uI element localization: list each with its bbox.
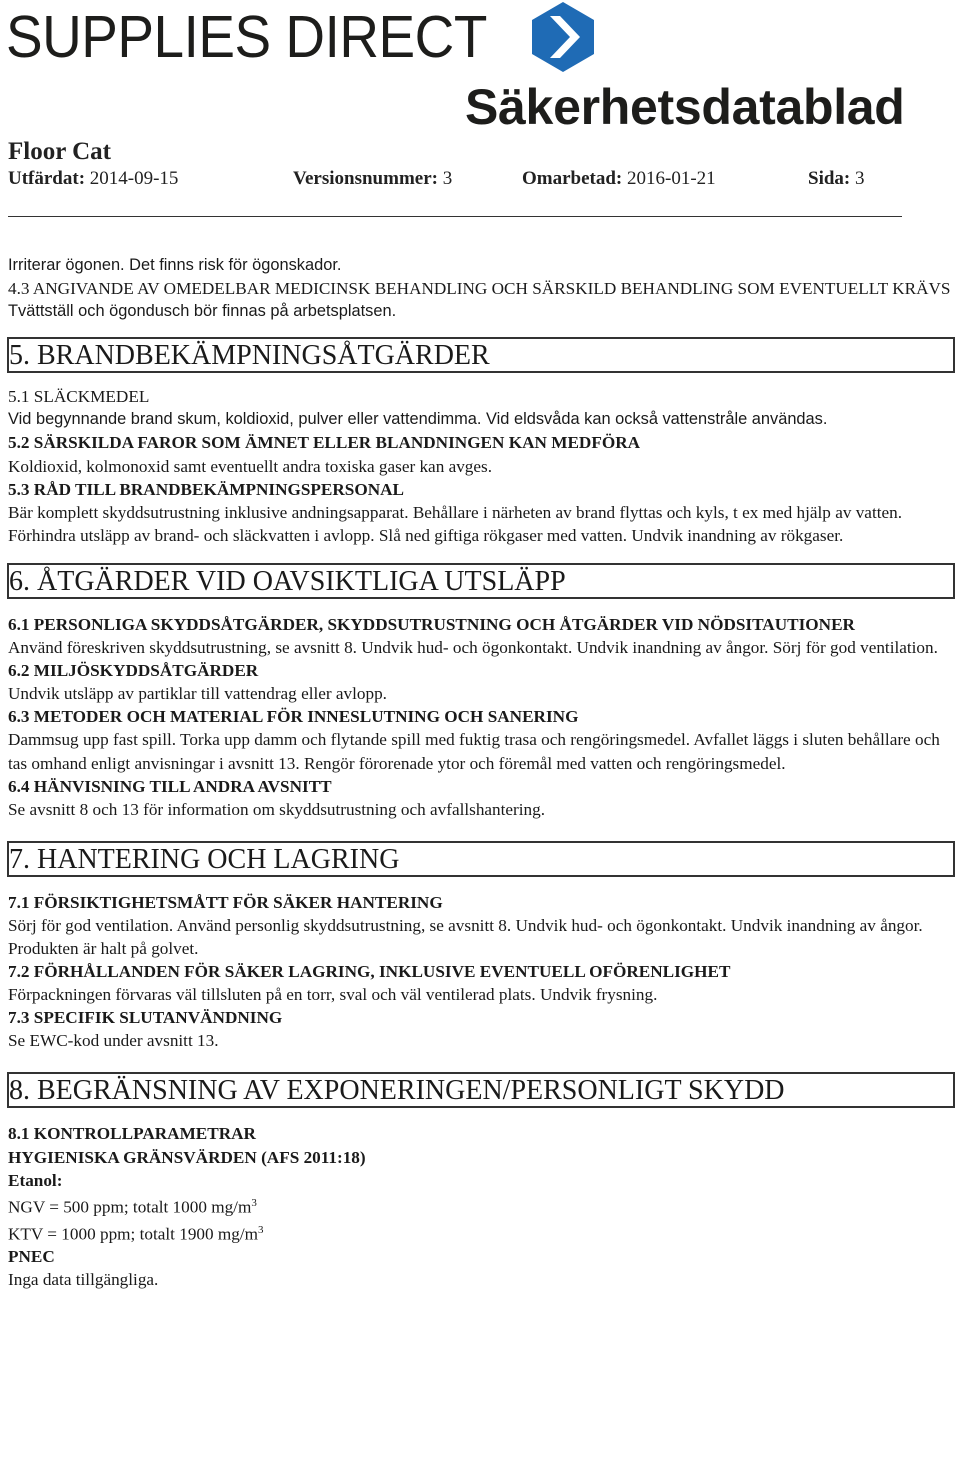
ngv-value: NGV = 500 ppm; totalt 1000 $mg/m^3$ [8,1196,257,1217]
subsection-6-3-heading: 6.3 METODER OCH MATERIAL FÖR INNESLUTNING OCH SANERING [8,707,579,727]
company-logo [6,2,523,72]
section-4-intro: Irriterar ögonen. Det finns risk för ögonskador. [8,256,342,274]
section-7-heading: 7. HANTERING OCH LAGRING [7,841,955,877]
subsection-7-1-heading: 7.1 FÖRSIKTIGHETSMÅTT FÖR SÄKER HANTERING [8,892,443,912]
chevron-arrow-logo-icon [530,0,596,74]
document-title: Säkerhetsdatablad [465,79,905,135]
subsection-5-3-text: Bär komplett skyddsutrustning inklusive andningsapparat. Behållare i närheten av brand flyttas och kyls, t ex med hjälp av vatten. Förhindra utsläpp av brand- och släckvatten i avlopp. Slå ned giftiga rökgaser med vatten. Undvik inandning av rökgaser. [8,502,903,545]
subsection-7-1-text: Sörj för god ventilation. Använd personlig skyddsutrustning, se avsnitt 8. Undvik hud- och ögonkontakt. Undvik inandning av ångor. Produkten är halt på golvet. [8,915,923,958]
subsection-6-4-heading: 6.4 HÄNVISNING TILL ANDRA AVSNITT [8,776,332,796]
document-body [8,254,953,1292]
subsection-5-1-text: Vid begynnande brand skum, koldioxid, pulver eller vattendimma. Vid eldsvåda kan också vattenstråle användas. [8,410,828,429]
subsection-4-3-heading: 4.3 ANGIVANDE AV OMEDELBAR MEDICINSK BEHANDLING OCH SÄRSKILD BEHANDLING SOM EVENTUELLT KRÄVS [8,279,951,299]
subsection-6-4-text: Se avsnitt 8 och 13 för information om skyddsutrustning och avfallshantering. [8,799,546,819]
page-number: Sida: 3 [808,168,865,189]
subsection-5-2-text: Koldioxid, kolmonoxid samt eventuellt andra toxiska gaser kan avges. [8,456,493,476]
section-6-heading: 6. ÅTGÄRDER VID OAVSIKTLIGA UTSLÄPP [7,563,955,599]
subsection-5-2-heading: 5.2 SÄRSKILDA FAROR SOM ÄMNET ELLER BLANDNINGEN KAN MEDFÖRA [8,433,641,453]
section-8-heading: 8. BEGRÄNSNING AV EXPONERINGEN/PERSONLIGT SKYDD [7,1072,955,1108]
revised-date: Omarbetad: 2016-01-21 [522,168,716,189]
logo-text: SUPPLIES DIRECT [6,3,487,70]
section-5-heading: 5. BRANDBEKÄMPNINGSÅTGÄRDER [7,337,955,373]
subsection-7-3-heading: 7.3 SPECIFIK SLUTANVÄNDNING [8,1008,283,1028]
subsection-8-1-heading: 8.1 KONTROLLPARAMETRAR [8,1124,256,1144]
subsection-6-2-heading: 6.2 MILJÖSKYDDSÅTGÄRDER [8,661,259,681]
subsection-7-3-text: Se EWC-kod under avsnitt 13. [8,1031,219,1051]
issued-date: Utfärdat: 2014-09-15 [8,168,179,189]
header-divider [8,216,902,217]
subsection-6-1-text: Använd föreskriven skyddsutrustning, se avsnitt 8. Undvik hud- och ögonkontakt. Undvik inandning av ångor. Sörj för god ventilation. [8,638,938,658]
product-name: Floor Cat [8,138,111,165]
subsection-4-3-text: Tvättställ och ögondusch bör finnas på arbetsplatsen. [8,302,397,321]
subsection-6-2-text: Undvik utsläpp av partiklar till vattendrag eller avlopp. [8,684,387,704]
version-number: Versionsnummer: 3 [293,168,453,189]
subsection-6-1-heading: 6.1 PERSONLIGA SKYDDSÅTGÄRDER, SKYDDSUTRUSTNING OCH ÅTGÄRDER VID NÖDSITAUTIONER [8,614,855,634]
pnec-value: Inga data tillgängliga. [8,1270,159,1290]
subsection-5-1-heading: 5.1 SLÄCKMEDEL [8,387,150,407]
exposure-limits-heading: HYGIENISKA GRÄNSVÄRDEN (AFS 2011:18) [8,1147,366,1167]
subsection-7-2-heading: 7.2 FÖRHÅLLANDEN FÖR SÄKER LAGRING, INKLUSIVE EVENTUELL OFÖRENLIGHET [8,962,731,982]
substance-name: Etanol: [8,1170,63,1190]
subsection-5-3-heading: 5.3 RÅD TILL BRANDBEKÄMPNINGSPERSONAL [8,479,405,499]
subsection-6-3-text: Dammsug upp fast spill. Torka upp damm och flytande spill med fuktig trasa och rengöringsmedel. Avfallet läggs i sluten behållare och tas omhand enligt anvisningar i avsnitt 13. Rengör förorenade ytor och föremål med vatten och rengöringsmedel. [8,730,940,773]
subsection-7-2-text: Förpackningen förvaras väl tillsluten på en torr, sval och väl ventilerad plats. Undvik frysning. [8,985,658,1005]
ktv-value: KTV = 1000 ppm; totalt 1900 $mg/m^3$ [8,1223,264,1244]
pnec-label: PNEC [8,1247,55,1267]
